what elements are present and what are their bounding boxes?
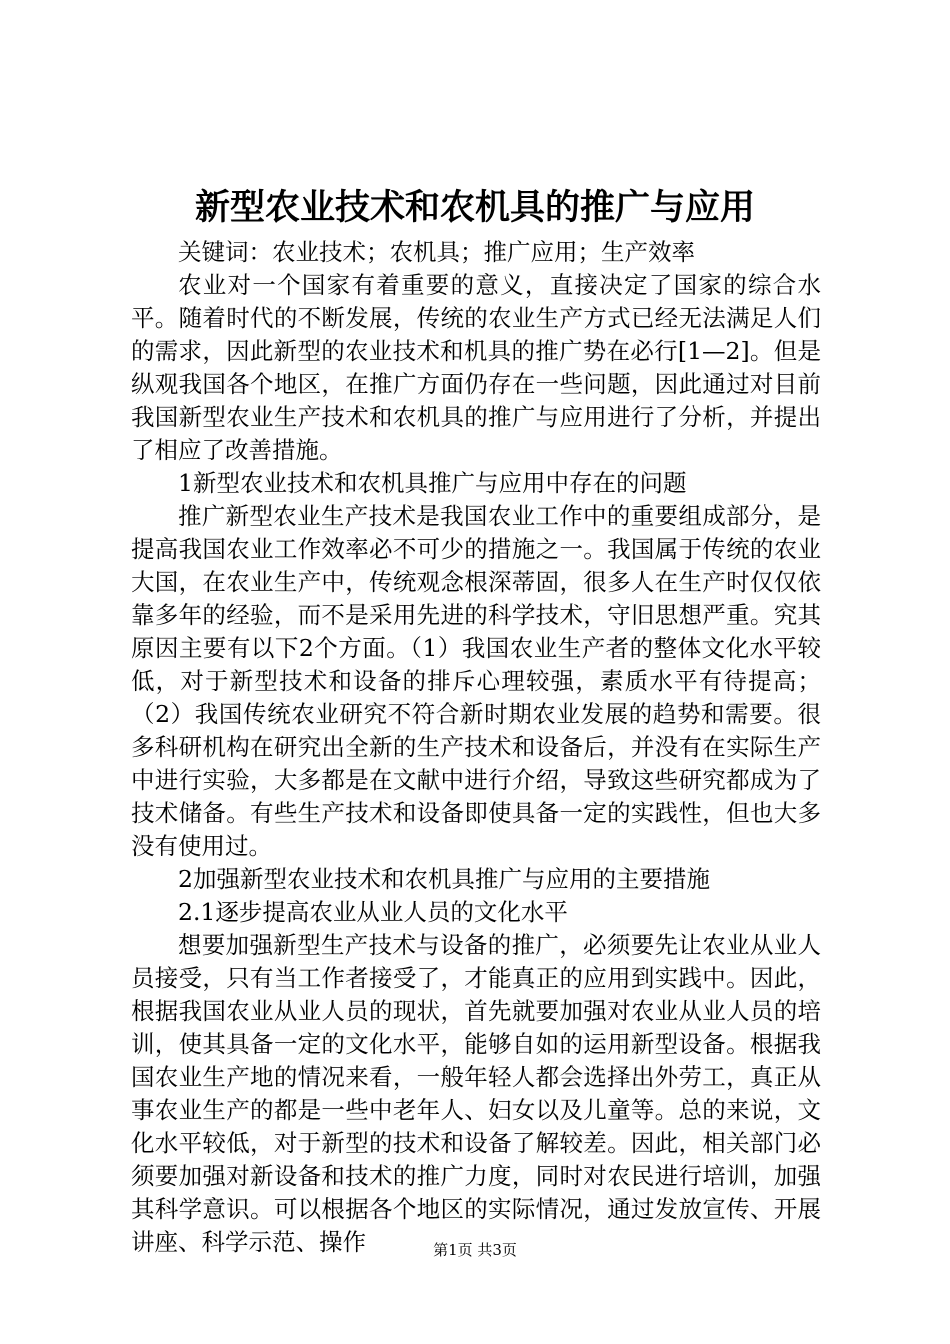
section-heading-1: 1新型农业技术和农机具推广与应用中存在的问题	[178, 469, 687, 497]
section-heading-2: 2加强新型农业技术和农机具推广与应用的主要措施	[178, 865, 710, 893]
section-1-paragraph: 推广新型农业生产技术是我国农业工作中的重要组成部分，是提高我国农业工作效率必不可少的措施之一。我国属于传统的农业大国，在农业生产中，传统观念根深蒂固，很多人在生产时仅仅依靠多年的经验，而不是采用先进的科学技术，守旧思想严重。究其原因主要有以下2个方面。（1）我国农业生产者的整体文化水平较低，对于新型技术和设备的排斥心理较强，素质水平有待提高；（2）我国传统农业研究不符合新时期农业发展的趋势和需要。很多科研机构在研究出全新的生产技术和设备后，并没有在实际生产中进行实验，大多都是在文献中进行介绍，导致这些研究都成为了技术储备。有些生产技术和设备即使具备一定的实践性，但也大多没有使用过。	[131, 502, 821, 860]
page-footer: 第1页 共3页	[433, 1241, 517, 1259]
subsection-heading-2-1: 2.1逐步提高农业从业人员的文化水平	[178, 898, 568, 926]
document-body	[131, 236, 821, 1259]
document-title: 新型农业技术和农机具的推广与应用	[194, 187, 755, 228]
intro-paragraph: 农业对一个国家有着重要的意义，直接决定了国家的综合水平。随着时代的不断发展，传统的农业生产方式已经无法满足人们的需求，因此新型的农业技术和机具的推广势在必行[1—2]。但是纵观我国各个地区，在推广方面仍存在一些问题，因此通过对目前我国新型农业生产技术和农机具的推广与应用进行了分析，并提出了相应了改善措施。	[131, 271, 821, 464]
subsection-2-1-paragraph: 想要加强新型生产技术与设备的推广，必须要先让农业从业人员接受，只有当工作者接受了，才能真正的应用到实践中。因此，根据我国农业从业人员的现状，首先就要加强对农业从业人员的培训，使其具备一定的文化水平，能够自如的运用新型设备。根据我国农业生产地的情况来看，一般年轻人都会选择出外劳工，真正从事农业生产的都是一些中老年人、妇女以及儿童等。总的来说，文化水平较低，对于新型的技术和设备了解较差。因此，相关部门必须要加强对新设备和技术的推广力度，同时对农民进行培训，加强其科学意识。可以根据各个地区的实际情况，通过发放宣传、开展讲座、科学示范、操作	[131, 931, 821, 1256]
keywords-paragraph: 关键词：农业技术；农机具；推广应用；生产效率	[178, 238, 695, 266]
